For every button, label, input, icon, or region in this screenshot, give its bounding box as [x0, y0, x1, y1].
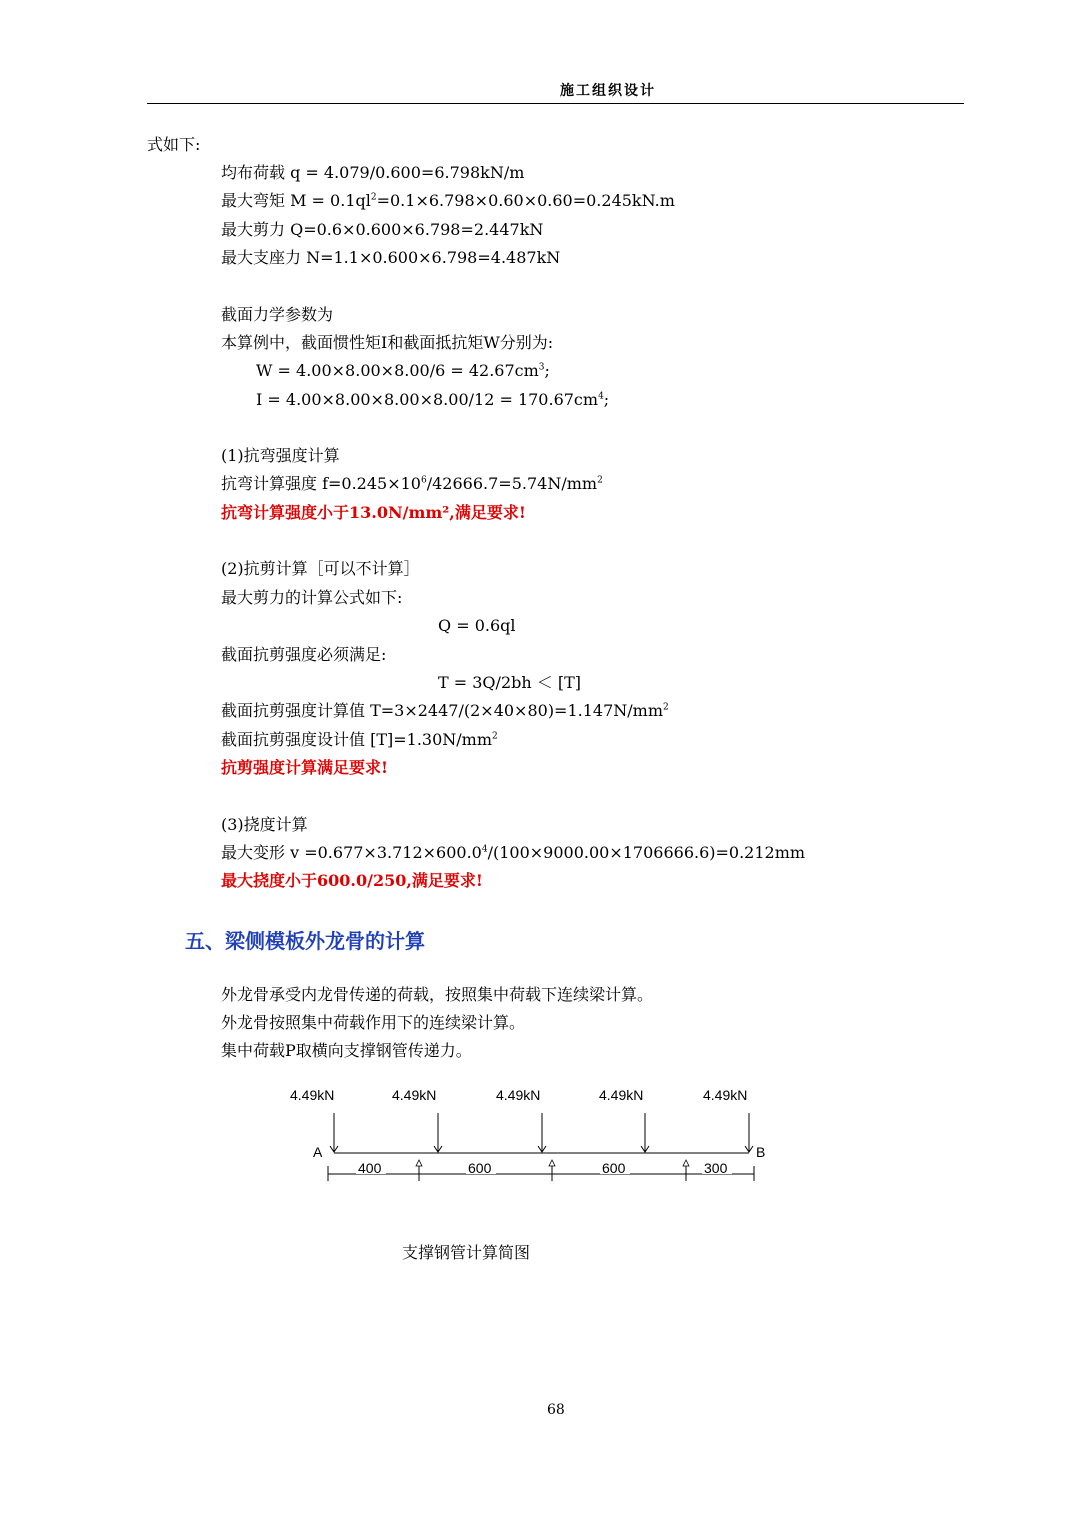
intro-text: 式如下: [147, 135, 201, 154]
deflection-result: 最大挠度小于600.0/250,满足要求! [221, 871, 483, 890]
support-marker [683, 1160, 689, 1166]
formula-w [256, 361, 550, 381]
support-marker [416, 1160, 422, 1166]
formula-q: 均布荷载 q = 4.079/0.600=6.798kN/m [221, 163, 525, 182]
formula-shear: 最大剪力 Q=0.6×0.600×6.798=2.447kN [221, 220, 544, 239]
section-heading: 五、梁侧模板外龙骨的计算 [185, 929, 425, 953]
beam-diagram [280, 1080, 800, 1194]
span-label: 600 [602, 1160, 626, 1176]
formula-i-part1: I = 4.00×8.00×8.00×8.00/12 = 170.67cm [256, 390, 599, 409]
shear-title: (2)抗剪计算［可以不计算］ [221, 559, 420, 578]
shear-calc [221, 701, 669, 721]
shear-condition: 截面抗剪强度必须满足: [221, 645, 387, 664]
formula-m [221, 191, 675, 211]
superscript: 6 [421, 475, 427, 486]
section5-paragraph-1: 外龙骨承受内龙骨传递的荷载，按照集中荷载下连续梁计算。 [221, 985, 654, 1004]
formula-w-part2: ; [544, 361, 550, 380]
formula-n: 最大支座力 N=1.1×0.600×6.798=4.487kN [221, 248, 561, 267]
section5-paragraph-3: 集中荷载P取横向支撑钢管传递力。 [221, 1041, 472, 1060]
bending-calc-part2: /42666.7=5.74N/mm [426, 474, 598, 493]
formula-m-part1: 最大弯矩 M = 0.1ql [221, 191, 371, 210]
shear-formula-intro: 最大剪力的计算公式如下: [221, 588, 403, 607]
superscript: 4 [598, 391, 604, 402]
deflection-calc [221, 843, 805, 863]
load-label: 4.49kN [703, 1087, 748, 1103]
bending-calc [221, 474, 603, 494]
shear-condition-formula: T = 3Q/2bh ＜ [T] [438, 673, 581, 692]
diagram-caption: 支撑钢管计算简图 [402, 1243, 531, 1262]
section-params-title: 截面力学参数为 [221, 305, 334, 324]
header-rule [147, 103, 964, 104]
span-label: 400 [358, 1160, 382, 1176]
header-title: 施工组织设计 [560, 83, 656, 99]
deflection-calc-part2: /(100×9000.00×1706666.6)=0.212mm [487, 843, 806, 862]
formula-m-part2: =0.1×6.798×0.60×0.60=0.245kN.m [376, 191, 675, 210]
bending-calc-part1: 抗弯计算强度 f=0.245×10 [221, 474, 421, 493]
end-label-b: B [756, 1144, 766, 1160]
superscript: 3 [538, 362, 545, 373]
page-number: 68 [547, 1402, 565, 1418]
formula-w-part1: W = 4.00×8.00×8.00/6 = 42.67cm [256, 361, 539, 380]
deflection-calc-part1: 最大变形 v =0.677×3.712×600.0 [221, 843, 482, 862]
load-label: 4.49kN [392, 1087, 437, 1103]
shear-result: 抗剪强度计算满足要求! [221, 758, 389, 777]
shear-formula: Q = 0.6ql [438, 616, 516, 635]
shear-design-text: 截面抗剪强度设计值 [T]=1.30N/mm [221, 730, 493, 749]
superscript: 2 [597, 475, 603, 486]
section-params-desc: 本算例中，截面惯性矩I和截面抵抗矩W分别为: [221, 333, 554, 352]
shear-calc-text: 截面抗剪强度计算值 T=3×2447/(2×40×80)=1.147N/mm [221, 701, 664, 720]
formula-i-part2: ; [603, 390, 610, 409]
formula-i [256, 390, 609, 410]
span-label: 600 [468, 1160, 492, 1176]
superscript: 2 [663, 702, 669, 713]
bending-title: (1)抗弯强度计算 [221, 446, 340, 465]
support-marker [549, 1160, 555, 1166]
deflection-title: (3)挠度计算 [221, 815, 308, 834]
load-label: 4.49kN [599, 1087, 644, 1103]
superscript: 2 [370, 192, 377, 203]
section5-paragraph-2: 外龙骨按照集中荷载作用下的连续梁计算。 [221, 1013, 526, 1032]
superscript: 2 [492, 731, 498, 742]
load-label: 4.49kN [496, 1087, 541, 1103]
bending-result: 抗弯计算强度小于13.0N/mm²,满足要求! [221, 503, 526, 522]
load-label: 4.49kN [290, 1087, 335, 1103]
end-label-a: A [313, 1144, 323, 1160]
superscript: 4 [481, 844, 488, 855]
shear-design [221, 730, 498, 750]
span-label: 300 [704, 1160, 728, 1176]
